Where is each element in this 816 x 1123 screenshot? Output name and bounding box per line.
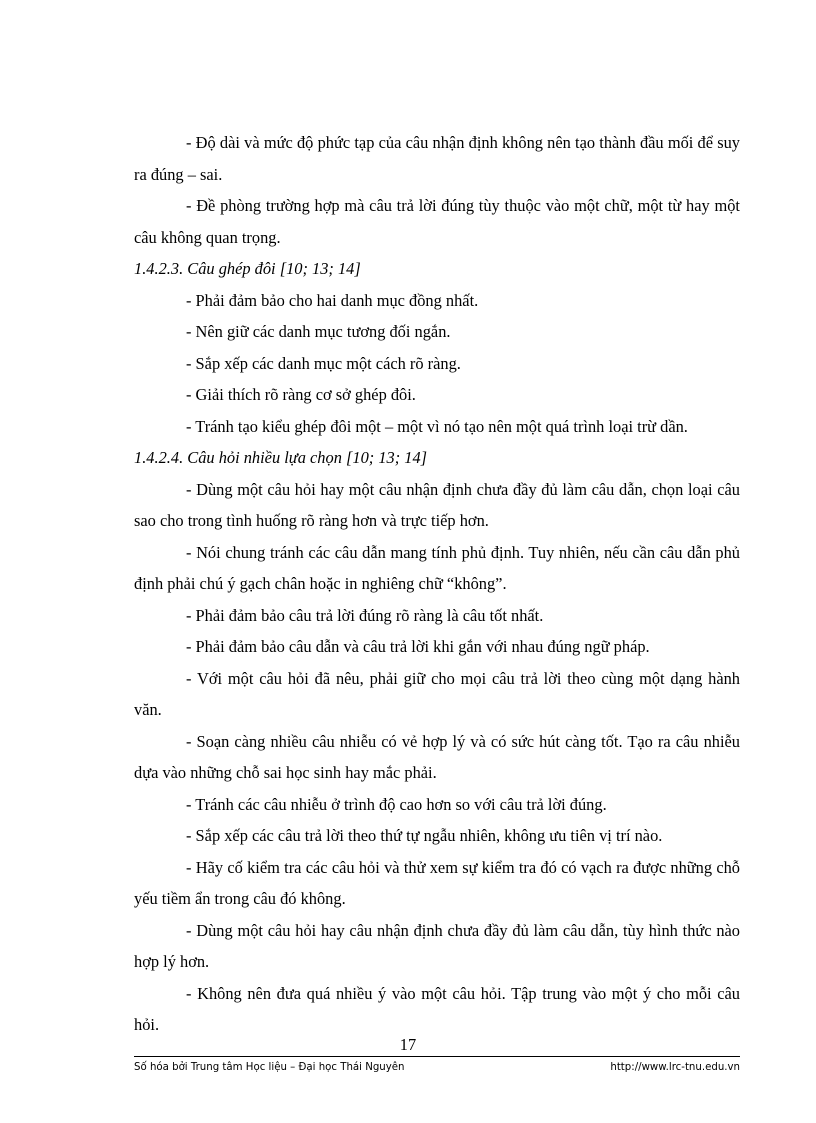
footer-source: Số hóa bởi Trung tâm Học liệu – Đại học Thái Nguyên (134, 1062, 405, 1073)
paragraph: - Phải đảm bảo cho hai danh mục đồng nhất. (186, 290, 479, 310)
page-number: 17 (399, 1035, 417, 1054)
paragraph: - Giải thích rõ ràng cơ sở ghép đôi. (186, 385, 416, 404)
document-body (134, 127, 740, 1041)
paragraph: - Dùng một câu hỏi hay một câu nhận định chưa đầy đủ làm câu dẫn, chọn loại câu sao cho trong tình huống rõ ràng hơn và trực tiếp hơn. (134, 479, 740, 530)
paragraph: - Dùng một câu hỏi hay câu nhận định chưa đầy đủ làm câu dẫn, tùy hình thức nào hợp lý hơn. (134, 920, 740, 971)
footer-divider (134, 1056, 740, 1057)
paragraph: - Với một câu hỏi đã nêu, phải giữ cho mọi câu trả lời theo cùng một dạng hành văn. (134, 668, 740, 719)
paragraph: - Độ dài và mức độ phức tạp của câu nhận định không nên tạo thành đầu mối để suy ra đúng – sai. (134, 133, 740, 184)
paragraph: - Phải đảm bảo câu dẫn và câu trả lời khi gắn với nhau đúng ngữ pháp. (186, 637, 650, 656)
paragraph: - Sắp xếp các câu trả lời theo thứ tự ngẫu nhiên, không ưu tiên vị trí nào. (186, 826, 663, 845)
paragraph: - Soạn càng nhiều câu nhiễu có vẻ hợp lý và có sức hút càng tốt. Tạo ra câu nhiễu dựa vào những chỗ sai học sinh hay mắc phải. (134, 731, 740, 782)
footer (134, 1060, 740, 1076)
paragraph: - Không nên đưa quá nhiều ý vào một câu hỏi. Tập trung vào một ý cho mỗi câu hỏi. (134, 983, 740, 1034)
paragraph: - Hãy cố kiểm tra các câu hỏi và thử xem sự kiểm tra đó có vạch ra được những chỗ yếu tiềm ẩn trong câu đó không. (134, 857, 740, 908)
section-heading: 1.4.2.3. Câu ghép đôi [10; 13; 14] (134, 259, 361, 278)
section-heading: 1.4.2.4. Câu hỏi nhiều lựa chọn [10; 13; 14] (134, 448, 428, 467)
paragraph: - Tránh tạo kiểu ghép đôi một – một vì nó tạo nên một quá trình loại trừ dần. (186, 416, 688, 436)
paragraph: - Nên giữ các danh mục tương đối ngắn. (186, 322, 451, 341)
paragraph: - Tránh các câu nhiễu ở trình độ cao hơn so với câu trả lời đúng. (186, 794, 607, 814)
paragraph: - Đề phòng trường hợp mà câu trả lời đúng tùy thuộc vào một chữ, một từ hay một câu không quan trọng. (134, 196, 740, 247)
footer-url: http://www.lrc-tnu.edu.vn (610, 1062, 740, 1073)
paragraph: - Phải đảm bảo câu trả lời đúng rõ ràng là câu tốt nhất. (186, 605, 544, 625)
paragraph: - Sắp xếp các danh mục một cách rõ ràng. (186, 353, 461, 373)
paragraph: - Nói chung tránh các câu dẫn mang tính phủ định. Tuy nhiên, nếu cần câu dẫn phủ định phải chú ý gạch chân hoặc in nghiêng chữ “không”. (134, 542, 740, 593)
